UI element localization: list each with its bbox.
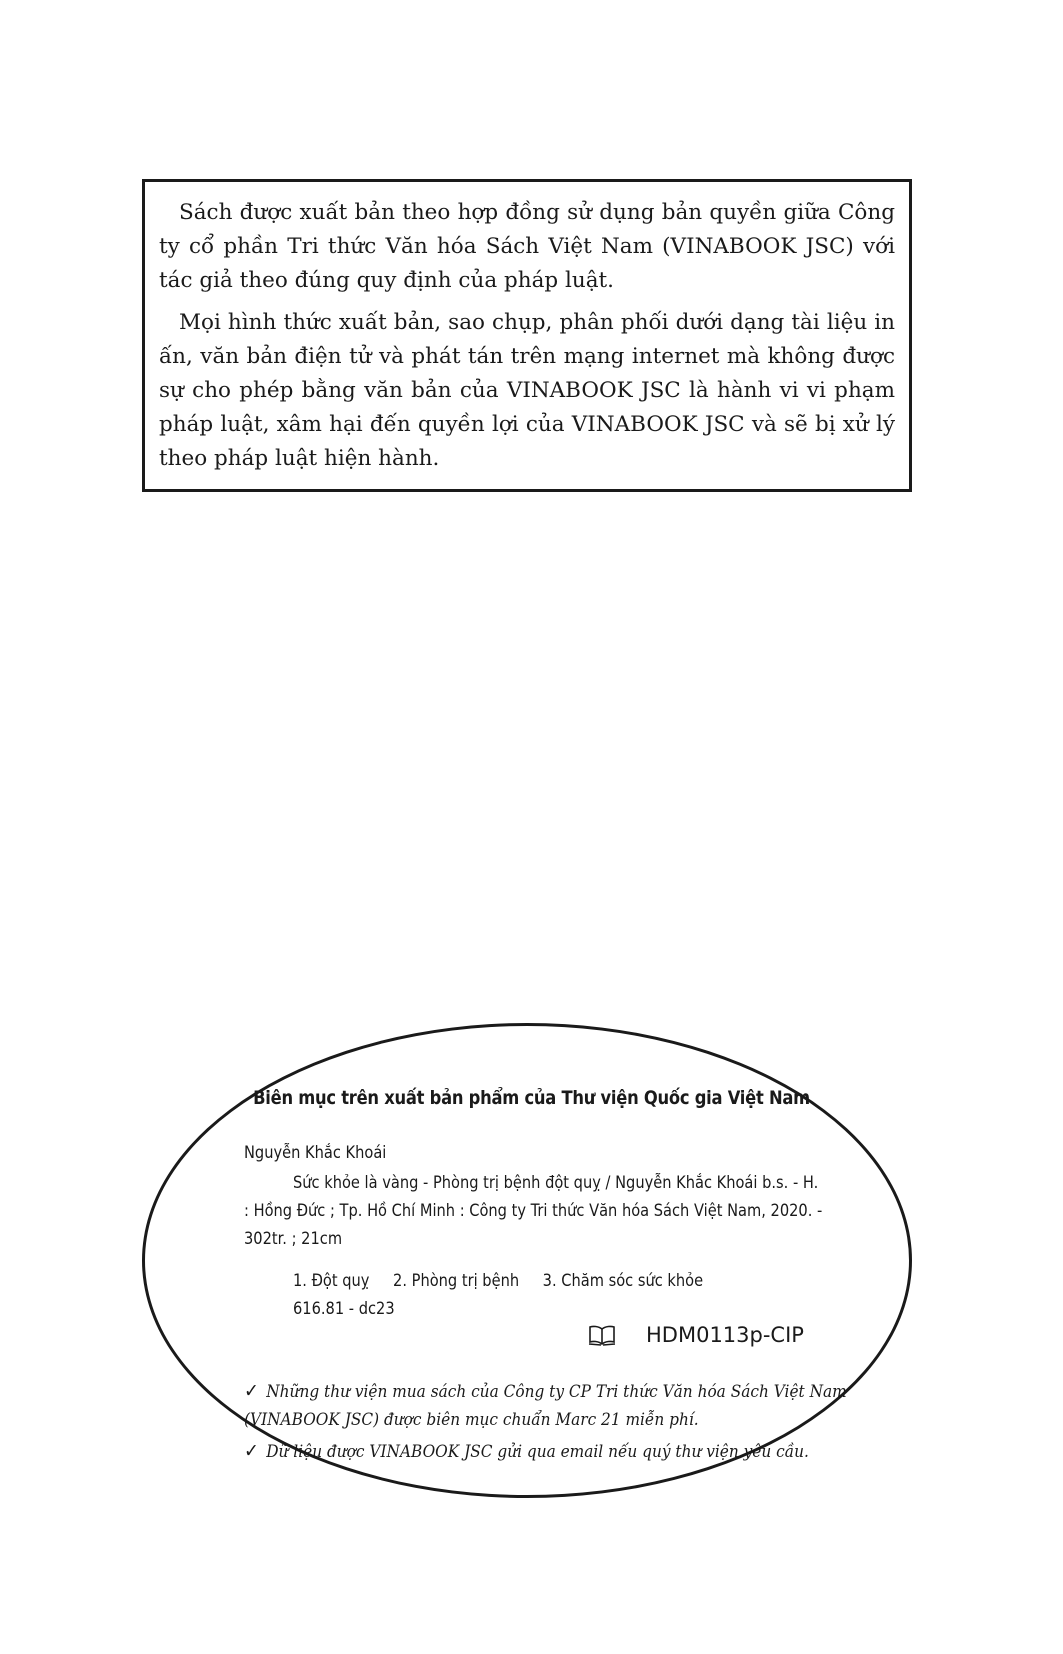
copyright-paragraphs [159,196,895,476]
cip-subject-3: 3. Chăm sóc sức khỏe [542,1271,704,1291]
open-book-icon [588,1324,616,1346]
cip-subject-2: 2. Phòng trị bệnh [393,1271,520,1291]
copyright-notice-box [142,179,912,492]
copyright-paragraph-2: Mọi hình thức xuất bản, sao chụp, phân phối dưới dạng tài liệu in ấn, văn bản điện tử và phát tán trên mạng internet mà không được sự cho phép bằng văn bản của VINABOOK JSC là hành vi vi phạm pháp luật, xâm hại đến quyền lợi của VINABOOK JSC và sẽ bị xử lý theo pháp luật hiện hành. [159,310,895,471]
cip-title: Biên mục trên xuất bản phẩm của Thư viện Quốc gia Việt Nam [253,1087,810,1109]
cip-description-line-3: 302tr. ; 21cm [244,1229,343,1249]
cip-classification: 616.81 - dc23 [293,1299,395,1319]
cip-description-line-1: Sức khỏe là vàng - Phòng trị bệnh đột quỵ / Nguyễn Khắc Khoái b.s. - H. [293,1173,819,1193]
cip-author: Nguyễn Khắc Khoái [244,1143,387,1163]
cip-note-1-text: Những thư viện mua sách của Công ty CP Tri thức Văn hóa Sách Việt Nam [266,1382,847,1401]
cip-subject-1: 1. Đột quỵ [293,1271,370,1291]
cip-note-1-line-1 [244,1380,847,1402]
check-icon: ✓ [244,1440,259,1462]
cip-code-row [588,1323,804,1347]
cip-note-2 [244,1440,809,1462]
copyright-paragraph-1: Sách được xuất bản theo hợp đồng sử dụng bản quyền giữa Công ty cổ phần Tri thức Văn hóa Sách Việt Nam (VINABOOK JSC) với tác giả theo đúng quy định của pháp luật. [159,200,895,293]
cip-subjects [293,1271,722,1291]
cip-record-code: HDM0113p-CIP [646,1323,804,1347]
cip-description-line-2: : Hồng Đức ; Tp. Hồ Chí Minh : Công ty Tri thức Văn hóa Sách Việt Nam, 2020. - [244,1201,823,1221]
cip-note-1-line-2: (VINABOOK JSC) được biên mục chuẩn Marc 21 miễn phí. [244,1410,699,1429]
cip-note-2-text: Dữ liệu được VINABOOK JSC gửi qua email nếu quý thư viện yêu cầu. [266,1442,809,1461]
check-icon: ✓ [244,1380,259,1402]
